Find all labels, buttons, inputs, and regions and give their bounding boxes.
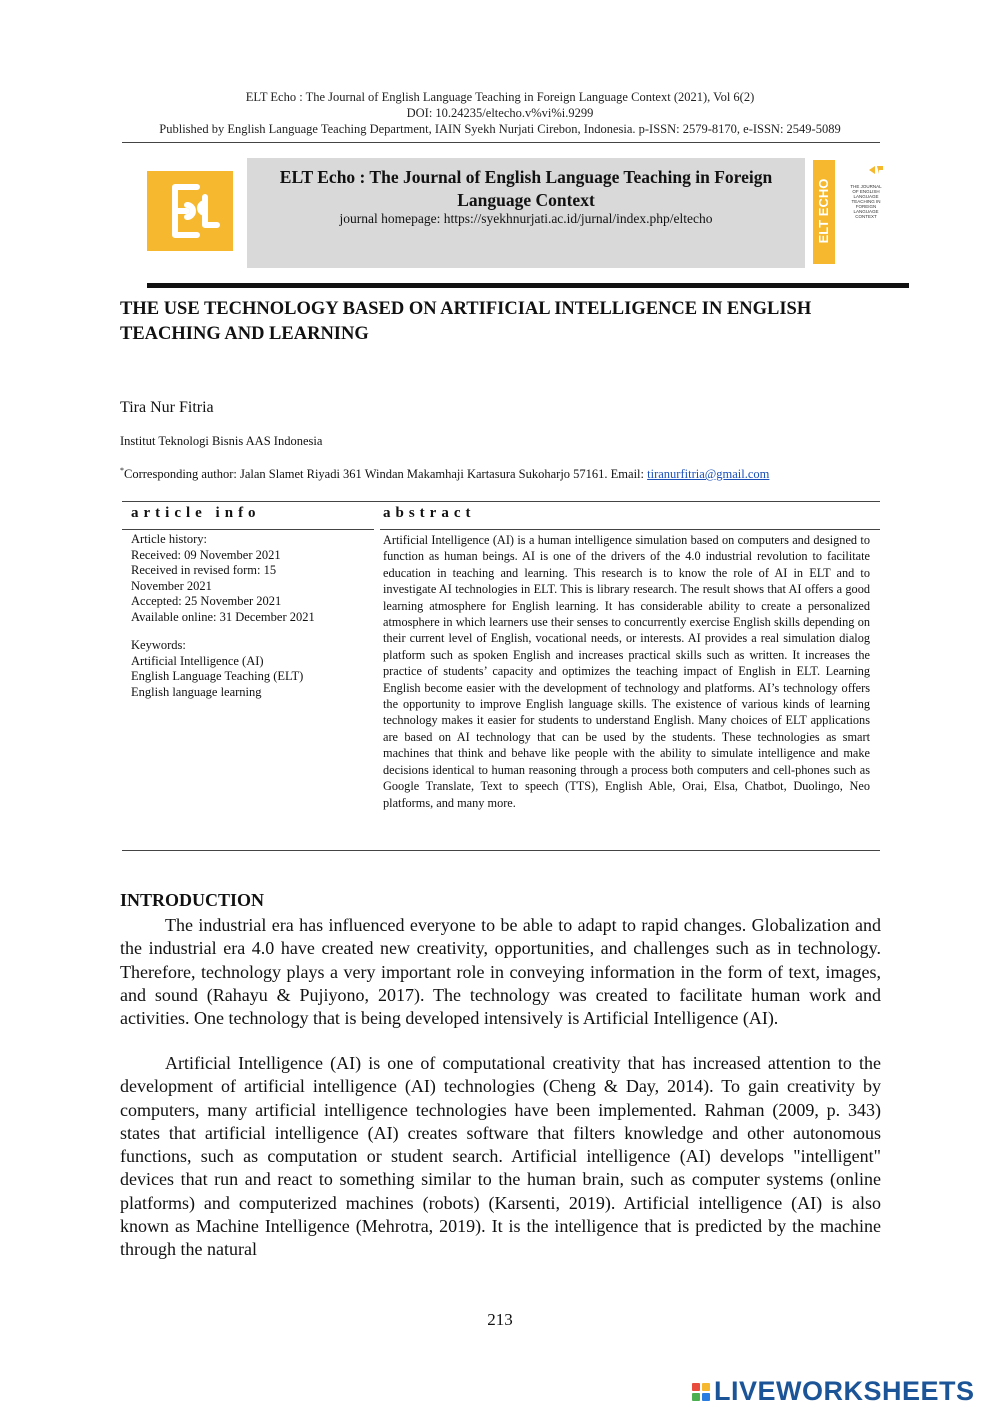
author-name: Tira Nur Fitria [120,399,214,416]
paper-title: THE USE TECHNOLOGY BASED ON ARTIFICIAL INTELLIGENCE IN ENGLISH TEACHING AND LEARNING [120,299,812,344]
abstract-body: Artificial Intelligence (AI) is a human intelligence simulation based on computers and designed to function as human beings. AI is one of the drivers of the 4.0 industrial revolution to facilitate education in teaching and learning. This research is to know the role of AI in ELT and to investigate AI technologies in ELT. This is library research. The result shows that AI offers a good learning atmosphere for English learning. It has considerable ability to create a personalized atmosphere in which learners use their senses to concurrently exercise English skills depending on their current level of English, vocational needs, or interests. AI provides a real simulation dialog platform such as spoken English and increases practical skills such as written. It increases the practice of students’ capacity and optimizes the teaching impact of English in ELT. Learning English become easier with the development of technology and platforms. AI’s technology offers the opportunity to improve English language skills. The existence of various kinds of learning technology makes it easier for students to understand English. Many choices of ELT applications are based on AI technology that can be used by the students. These technologies as smart machines that think and behave like people with the ability to simulate intelligence and make decisions identical to human reasoning through a process both computers and cell-phones such as Google Translate, Text to speech (TTS), English Able, Orai, Elsa, Chatbot, Duolingo, Neo platforms, and many more. [383,533,870,810]
cover-text: THE JOURNAL OF ENGLISH LANGUAGE TEACHING IN FOREIGN LANGUAGE CONTEXT [850,184,882,219]
page-number: 213 [487,1310,513,1329]
keyword-item: English language learning [131,684,262,699]
corresponding-text: Corresponding author: Jalan Slamet Riyadi 361 Windan Makamhaji Kartasura Sukoharjo 57161. Email: [124,467,648,482]
intro-paragraph-2: Artificial Intelligence (AI) is one of computational creativity that has increased attention to the development of artificial intelligence (AI) technologies (Cheng & Day, 2014). To gain creativity by computers, many artificial intelligence technologies have been implemented. Rahman (2009, p. 343) states that artificial intelligence (AI) creates software that filters knowledge and other autonomous functions, such as computation or student search. Artificial intelligence (AI) develops "intelligent" devices that run and react to something similar to the human brain, such as computer systems (online platforms) and computerized machines (robots) (Karsenti, 2019). Artificial intelligence (AI) is also known as Machine Intelligence (Mehrotra, 2019). It is the intelligence that is predicted by the machine through the natural [120,1053,881,1260]
header-divider [122,142,880,143]
keyword-item: English Language Teaching (ELT) [131,669,304,684]
journal-logo [147,171,233,251]
cover-label: ELT ECHO [816,178,831,244]
keywords-block [131,638,351,700]
corresponding-author [120,466,890,482]
online-date: Available online: 31 December 2021 [131,609,315,624]
abstract-sub-rule [380,529,880,530]
journal-cover-thumbnail [813,160,885,264]
running-head-doi: DOI: 10.24235/eltecho.v%vi%i.9299 [406,106,594,120]
article-info-heading: article info [131,505,261,521]
cover-strip [813,160,835,264]
running-head-journal: ELT Echo : The Journal of English Language Teaching in Foreign Language Context (2021), Vol 6(2) [245,90,755,104]
liveworksheets-text: LIVEWORKSHEETS [714,1376,975,1406]
intro-paragraph-1: The industrial era has influenced everyone to be able to adapt to rapid changes. Globalization and the industrial era 4.0 have created new creativity, opportunities, and challenges such as in technology. Therefore, technology plays a very important role in conveying information in the form of text, images, and sound (Rahayu & Pujiyono, 2017). The technology was created to facilitate human work and activities. One technology that is being developed intensively is Artificial Intelligence (AI). [120,915,881,1029]
article-history [131,532,351,626]
masthead-divider [147,283,909,288]
info-sub-rule [122,529,374,530]
keywords-label: Keywords: [131,638,186,652]
introduction-heading: INTRODUCTION [120,890,265,910]
keyword-item: Artificial Intelligence (AI) [131,653,264,668]
author-affiliation: Institut Teknologi Bisnis AAS Indonesia [120,434,323,448]
received-date: Received: 09 November 2021 [131,547,281,562]
cover-emblem-icon [867,164,885,176]
info-top-rule [122,501,880,502]
info-bottom-rule [122,850,880,851]
running-head-publisher: Published by English Language Teaching Department, IAIN Syekh Nurjati Cirebon, Indonesia. p-ISSN: 2579-8170, e-ISSN: 2549-5089 [159,122,841,136]
revised-date: Received in revised form: 15 November 2021 [131,563,277,593]
liveworksheets-icon [692,1383,710,1401]
abstract-heading: abstract [383,505,476,521]
corresponding-mark: * [120,466,124,475]
liveworksheets-watermark [692,1376,975,1407]
history-label: Article history: [131,532,208,546]
puzzle-icon [147,171,233,251]
journal-homepage: journal homepage: https://syekhnurjati.ac.id/jurnal/index.php/eltecho [339,211,713,226]
accepted-date: Accepted: 25 November 2021 [131,594,282,609]
journal-banner [247,158,805,268]
journal-title: ELT Echo : The Journal of English Language Teaching in Foreign Language Context [279,167,773,210]
author-email-link[interactable]: tiranurfitria@gmail.com [647,467,770,482]
